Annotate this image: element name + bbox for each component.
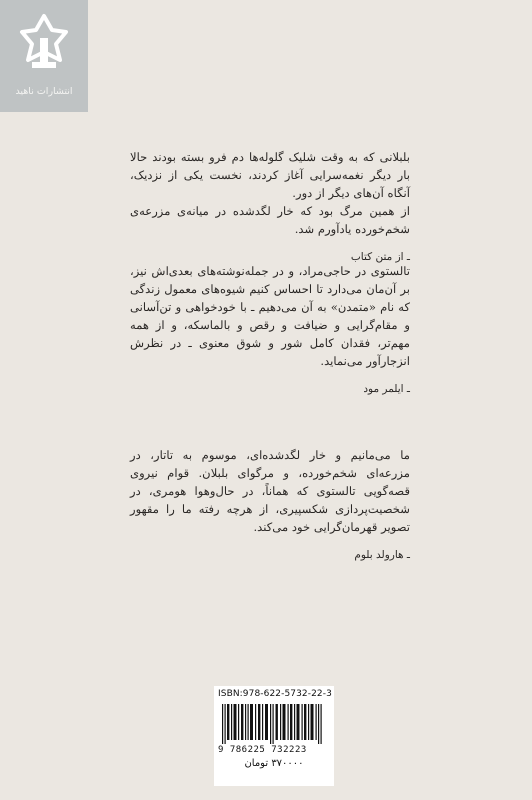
quote-text: تالستوی در حاجی‌مراد، و در جمله‌نوشته‌های بعدی‌اش نیز، بر آن‌مان می‌دارد تا احساس کنیم شیوه‌های معمول زندگی که نام «متمدن» به آن می‌دهیم ـ با خودخواهی و تن‌آسانی و مقام‌گرایی و ضیافت و رقص و بالماسکه، و از همه مهم‌تر، فقدان کامل شور و شوق معنوی ـ در نظرش انزجارآور می‌نماید.: [130, 264, 410, 368]
barcode-digits: 9 786225 732223: [218, 745, 307, 755]
publisher-name: انتشارات ناهید: [15, 86, 73, 97]
price-label: ۳۷۰۰۰۰ تومان: [244, 758, 304, 769]
publisher-star-logo-icon: [18, 12, 70, 74]
quote-block: [130, 148, 410, 266]
quote-attribution: ـ از متن کتاب: [350, 251, 410, 263]
quote-block: [130, 262, 410, 398]
quote-block: [130, 446, 410, 564]
barcode-bars: [220, 704, 328, 744]
isbn-label: ISBN:978-622-5732-22-3: [218, 689, 332, 699]
quote-text: ما می‌مانیم و خار لگدشده‌ای، موسوم به تاتار، در مزرعه‌ای شخم‌خورده، و مرگوای بلبلان. قوام نیروی قصه‌گویی تالستوی که هماناً، در حال‌وهوا هومری، در شخصیت‌پردازی شکسپیری، از هرچه رفته ما را مقهور تصویر قهرمان‌گرایی خود می‌کند.: [130, 448, 410, 534]
quote-attribution: ـ هارولد بلوم: [354, 549, 410, 561]
publisher-logo-box: [0, 0, 88, 112]
quote-attribution: ـ ایلمر مود: [363, 383, 410, 395]
quote-text: بلبلانی که به وقت شلیک گلوله‌ها دم فرو بسته بودند حالا بار دیگر نغمه‌سرایی آغاز کردند، نخست یکی از نزدیک، آنگاه آن‌های دیگر از دور. از همین مرگ بود که خار لگدشده در میانه‌ی مزرعه‌ی شخم‌خورده یادآورم شد.: [130, 150, 410, 236]
barcode-box: [214, 686, 334, 786]
